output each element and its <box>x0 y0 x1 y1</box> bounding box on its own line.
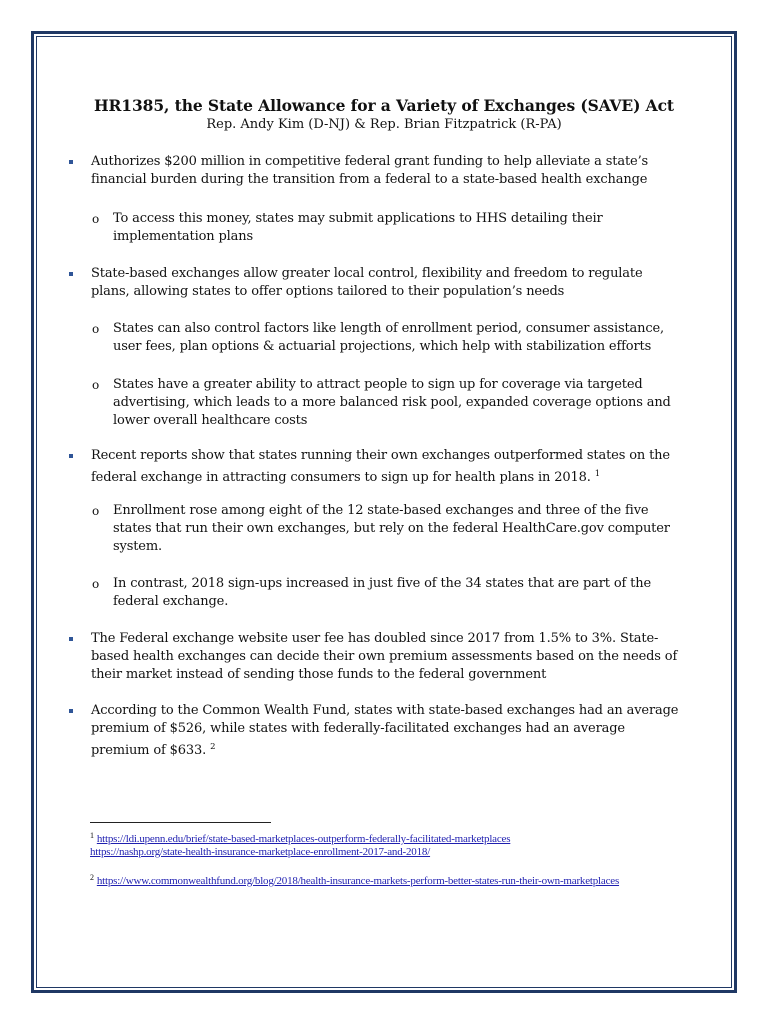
document-subtitle: Rep. Andy Kim (D-NJ) & Rep. Brian Fitzpatrick (R-PA) <box>206 117 562 132</box>
footnote-1 <box>90 829 670 859</box>
bullet-marker <box>69 160 73 164</box>
footnote-link[interactable]: https://ldi.upenn.edu/brief/state-based-marketplaces-outperform-federally-facilitated-marketplaces <box>96 833 511 845</box>
bullet-3-sub-2: In contrast, 2018 sign-ups increased in just five of the 34 states that are part of the federal exchange. <box>113 576 652 609</box>
bullet-2-sub-2: States have a greater ability to attract people to sign up for coverage via targeted advertising, which leads to a more balanced risk pool, expanded coverage options and lower overall healthcare costs <box>113 377 671 428</box>
sub-bullet-marker: o <box>92 577 100 591</box>
bullet-1: Authorizes $200 million in competitive federal grant funding to help alleviate a state’s financial burden during the transition from a federal to a state-based health exchange <box>91 154 649 187</box>
footnote-link[interactable]: https://www.commonwealthfund.org/blog/2018/health-insurance-markets-perform-better-states-run-their-own-marketplaces <box>96 875 620 887</box>
footnote-number: 2 <box>90 873 94 882</box>
bullet-marker <box>69 709 73 713</box>
bullet-5: According to the Common Wealth Fund, states with state-based exchanges had an average premium of $526, while states with federally-facilitated exchanges had an average premium of $633. $^2$ <box>91 703 679 758</box>
footnote-2 <box>90 871 670 888</box>
bullet-2: State-based exchanges allow greater local control, flexibility and freedom to regulate plans, allowing states to offer options tailored to their population’s needs <box>91 266 643 299</box>
bullet-marker <box>69 272 73 276</box>
bullet-1-sub-1: To access this money, states may submit applications to HHS detailing their implementation plans <box>113 211 603 244</box>
bullet-3: Recent reports show that states running their own exchanges outperformed states on the federal exchange in attracting consumers to sign up for health plans in 2018. $^1$ <box>91 448 670 485</box>
sub-bullet-marker: o <box>92 212 100 226</box>
bullet-marker <box>69 454 73 458</box>
bullet-3-sub-1: Enrollment rose among eight of the 12 state-based exchanges and three of the five states that run their own exchanges, but rely on the federal HealthCare.gov computer system. <box>113 503 670 554</box>
document-title: HR1385, the State Allowance for a Variety of Exchanges (SAVE) Act <box>93 96 674 115</box>
sub-bullet-marker: o <box>92 504 100 518</box>
bullet-marker <box>69 637 73 641</box>
bullet-2-sub-1: States can also control factors like length of enrollment period, consumer assistance, user fees, plan options & actuarial projections, which help with stabilization efforts <box>113 321 665 354</box>
footnote-number: 1 <box>90 831 94 840</box>
footnote-link[interactable]: https://nashp.org/state-health-insurance-marketplace-enrollment-2017-and-2018/ <box>90 846 431 858</box>
bullet-4: The Federal exchange website user fee has doubled since 2017 from 1.5% to 3%. State-based health exchanges can decide their own premium assessments based on the needs of their market instead of sending those funds to the federal government <box>91 631 678 682</box>
footnote-ref-1[interactable]: 1 <box>594 469 600 479</box>
sub-bullet-marker: o <box>92 378 100 392</box>
footnote-ref-2[interactable]: 2 <box>210 742 216 752</box>
sub-bullet-marker: o <box>92 322 100 336</box>
footnote-separator <box>90 822 271 823</box>
